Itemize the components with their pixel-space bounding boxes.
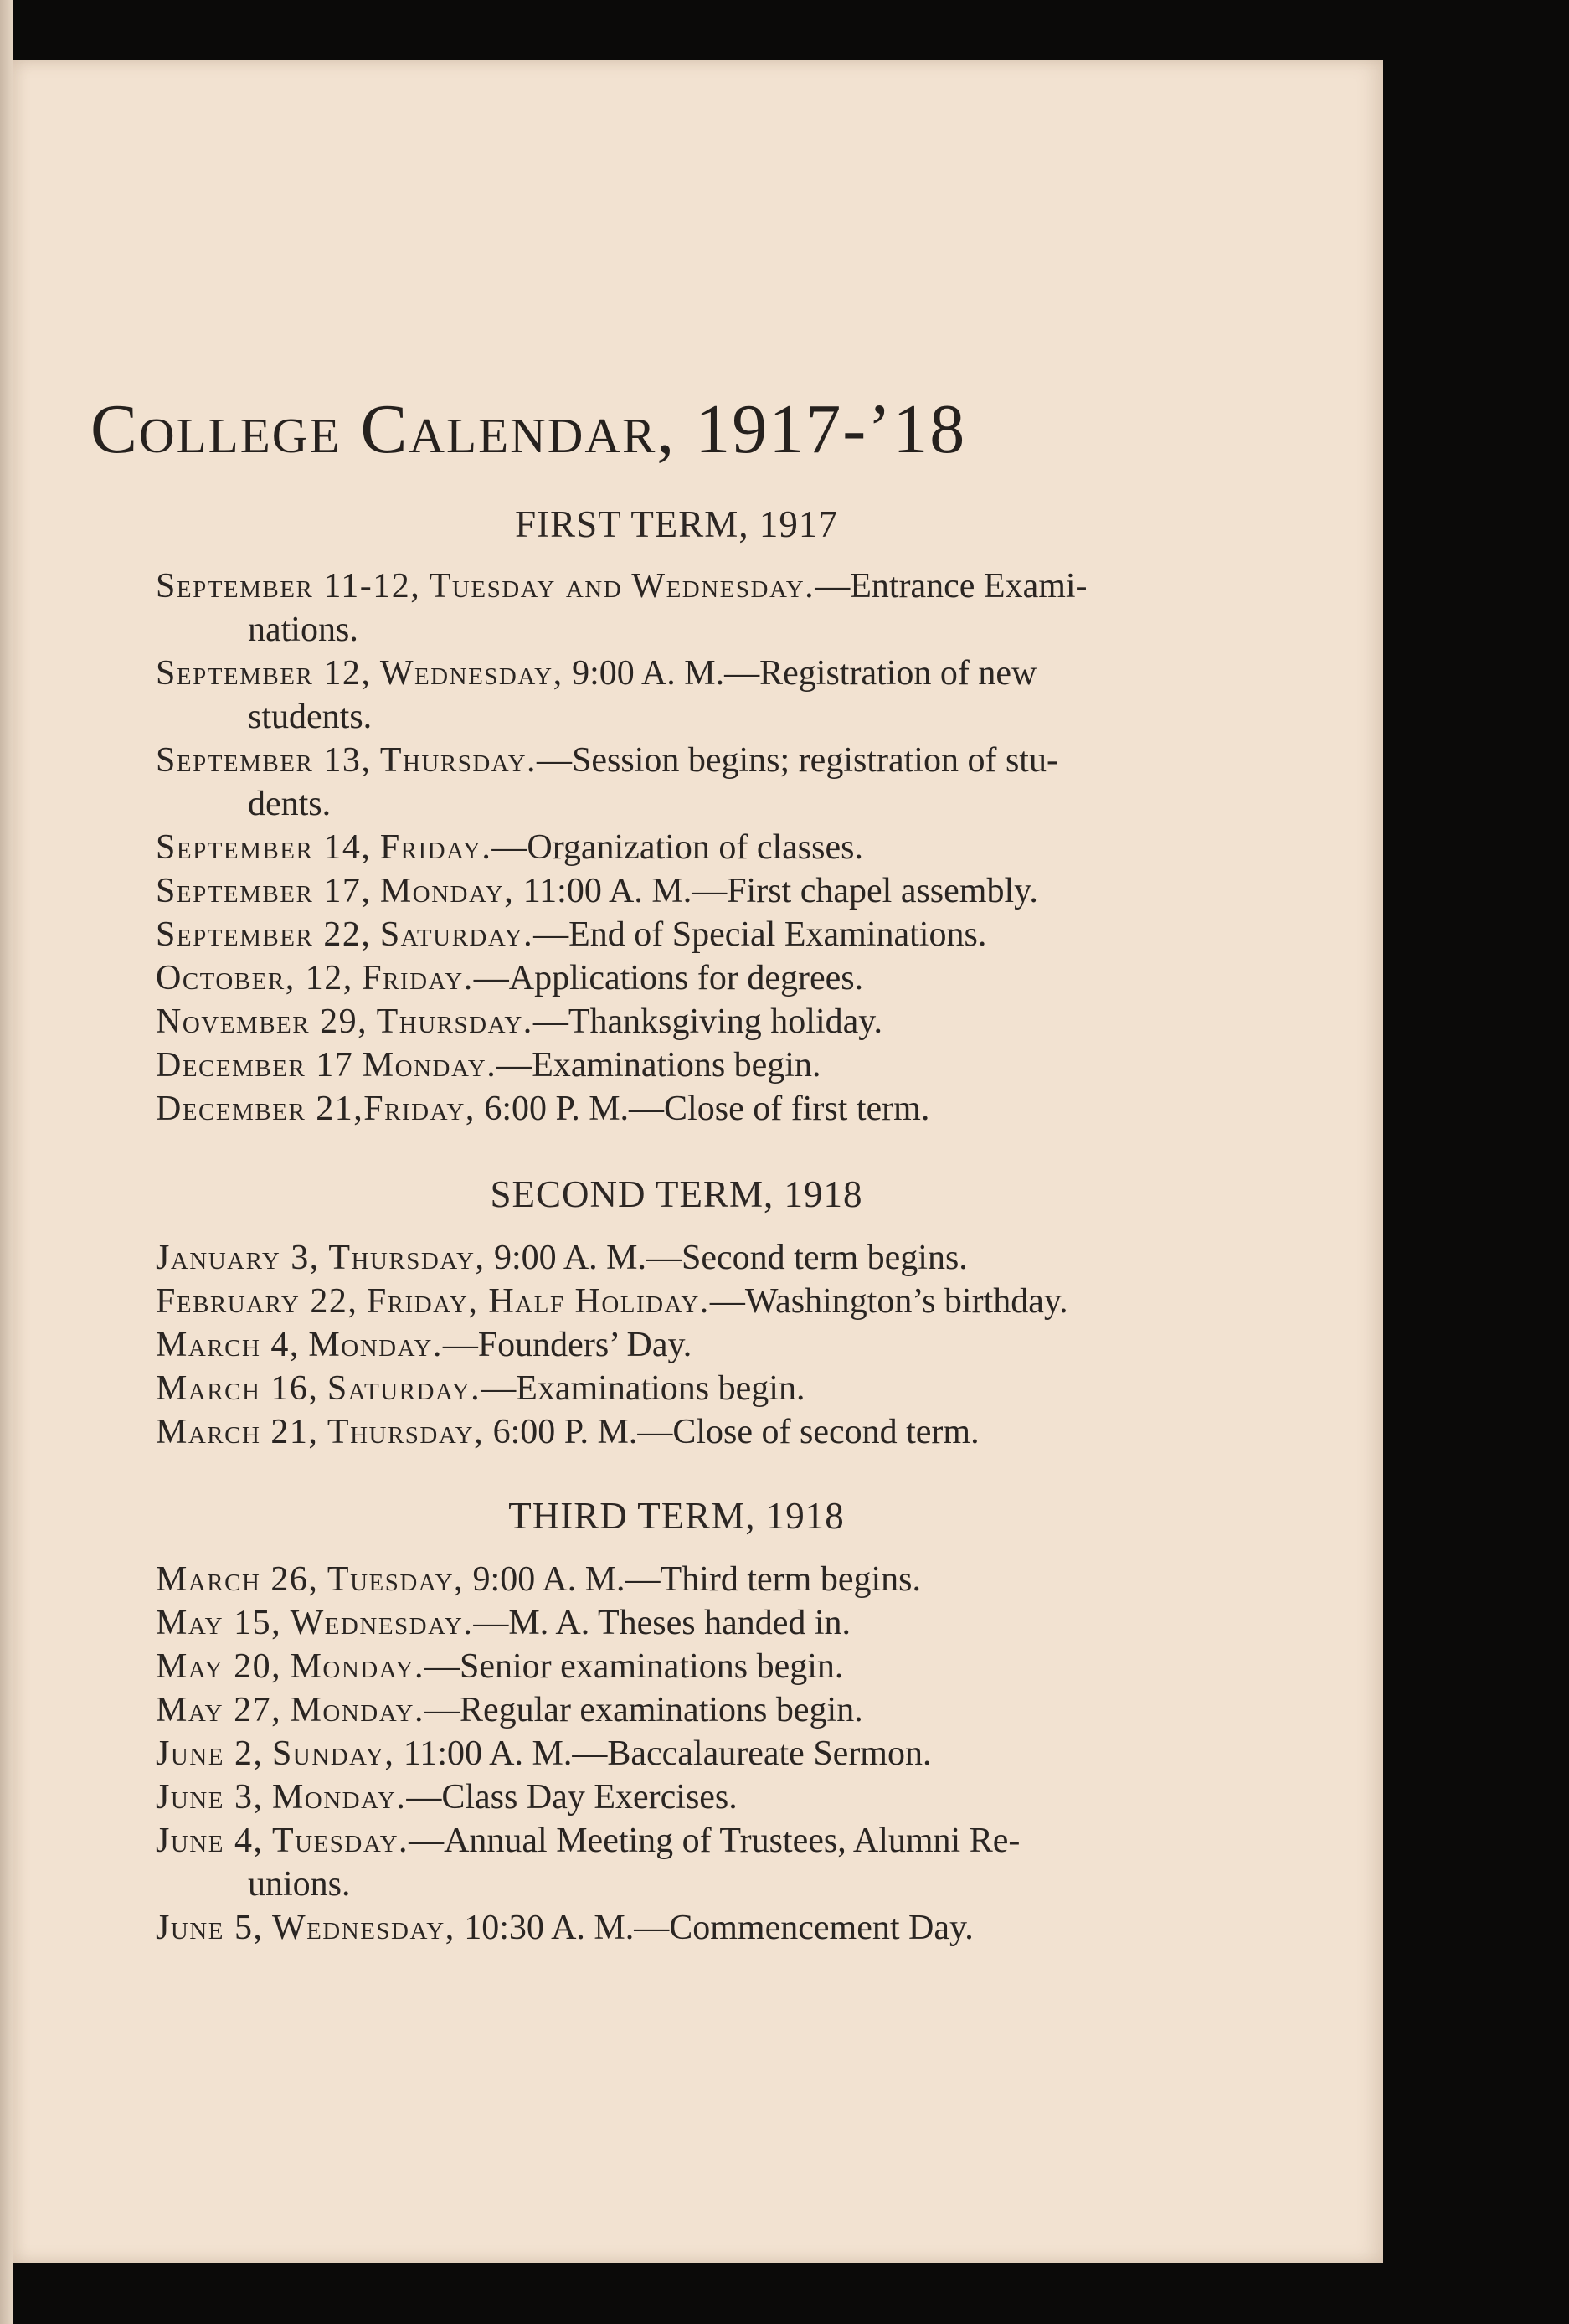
entry-description: 9:00 A. M.—Second term begins. xyxy=(494,1239,968,1277)
calendar-entry xyxy=(156,1367,1197,1410)
entry-description: —Senior examinations begin. xyxy=(424,1647,844,1686)
calendar-entry xyxy=(156,652,1197,695)
entry-continuation: students. xyxy=(248,698,373,736)
entry-description: 9:00 A. M.—Third term begins. xyxy=(472,1560,921,1599)
calendar-entry xyxy=(156,564,1197,608)
calendar-entry xyxy=(156,1819,1197,1863)
entry-description: —Applications for degrees. xyxy=(473,959,864,997)
entry-description: —Founders’ Day. xyxy=(442,1326,692,1364)
calendar-entry xyxy=(156,1558,1197,1601)
entry-date: January 3, xyxy=(156,1239,320,1277)
entry-continuation: nations. xyxy=(248,611,358,649)
page-title: College Calendar, 1917-’18 xyxy=(90,390,967,468)
entry-description: 6:00 P. M.—Close of second term. xyxy=(492,1413,980,1451)
book-page xyxy=(13,60,1383,2263)
entry-day: Saturday. xyxy=(327,1369,481,1408)
entry-day: Monday. xyxy=(271,1778,407,1816)
entry-description: —Washington’s birthday. xyxy=(709,1282,1068,1321)
calendar-entry xyxy=(156,1775,1197,1819)
entry-date: June 5, xyxy=(156,1909,264,1947)
entry-continuation: unions. xyxy=(248,1865,351,1904)
entry-day: Tuesday, xyxy=(327,1560,465,1599)
entry-description: 6:00 P. M.—Close of first term. xyxy=(484,1090,930,1128)
entry-day: Monday. xyxy=(308,1326,443,1364)
entry-date: September 12, xyxy=(156,654,372,693)
entry-description: —Thanksgiving holiday. xyxy=(532,1002,883,1041)
calendar-entry xyxy=(156,1280,1197,1323)
entry-day: Monday, xyxy=(379,872,515,910)
entry-date: June 3, xyxy=(156,1778,264,1816)
entry-date: May 20, xyxy=(156,1647,282,1686)
entry-description: 10:30 A. M.—Commencement Day. xyxy=(464,1909,974,1947)
entry-day: Wednesday, xyxy=(271,1909,455,1947)
entry-description: 11:00 A. M.—Baccalaureate Sermon. xyxy=(403,1734,932,1773)
entry-day: Thursday. xyxy=(376,1002,533,1041)
entry-description: —Regular examinations begin. xyxy=(424,1691,863,1729)
entry-date: March 16, xyxy=(156,1369,319,1408)
calendar-entry xyxy=(156,1732,1197,1775)
calendar-entry xyxy=(156,739,1197,782)
calendar-entry xyxy=(156,1688,1197,1732)
calendar-entry xyxy=(156,913,1197,956)
entry-date: June 2, xyxy=(156,1734,264,1773)
entry-description: —End of Special Examinations. xyxy=(533,915,987,954)
entry-description: —Class Day Exercises. xyxy=(406,1778,738,1816)
entry-date: May 15, xyxy=(156,1604,282,1642)
entry-day: Wednesday. xyxy=(290,1604,474,1642)
calendar-entry xyxy=(156,1043,1197,1087)
entry-day: Thursday, xyxy=(327,1413,485,1451)
entry-date: February 22, xyxy=(156,1282,358,1321)
entry-day: Friday. xyxy=(362,959,474,997)
entry-day: Thursday, xyxy=(328,1239,486,1277)
entry-description: —Entrance Exami- xyxy=(815,567,1088,605)
entry-day: Friday, xyxy=(363,1090,476,1128)
calendar-entry xyxy=(156,1906,1197,1950)
entry-date: November 29, xyxy=(156,1002,368,1041)
entry-day: Friday, Half Holiday. xyxy=(366,1282,710,1321)
calendar-entry xyxy=(156,1601,1197,1645)
entry-date: December 21, xyxy=(156,1090,364,1128)
term-heading-second: SECOND TERM, 1918 xyxy=(490,1173,863,1215)
entry-description: —Organization of classes. xyxy=(491,828,863,867)
entry-description: —Examinations begin. xyxy=(496,1046,821,1085)
entry-day: Thursday. xyxy=(379,741,538,780)
entry-description: —Session begins; registration of stu- xyxy=(537,741,1058,780)
calendar-entry xyxy=(156,1645,1197,1688)
entry-date: December 17 xyxy=(156,1046,354,1085)
entry-continuation: dents. xyxy=(248,785,332,823)
entry-date: October, 12, xyxy=(156,959,353,997)
entry-date: September 11-12, xyxy=(156,567,421,605)
entry-day: Monday. xyxy=(290,1647,424,1686)
facing-page-edge xyxy=(0,0,13,2324)
entry-date: September 13, xyxy=(156,741,372,780)
entry-date: September 22, xyxy=(156,915,372,954)
entry-description: 9:00 A. M.—Registration of new xyxy=(572,654,1037,693)
entry-description: —Examinations begin. xyxy=(481,1369,805,1408)
entry-day: Saturday. xyxy=(379,915,534,954)
calendar-entry xyxy=(156,1087,1197,1131)
entry-date: September 14, xyxy=(156,828,372,867)
entry-day: Friday. xyxy=(379,828,492,867)
entry-date: March 4, xyxy=(156,1326,300,1364)
entry-description: —Annual Meeting of Trustees, Alumni Re- xyxy=(409,1822,1021,1860)
entry-date: May 27, xyxy=(156,1691,282,1729)
calendar-entry xyxy=(156,1323,1197,1367)
entry-day: Tuesday. xyxy=(271,1822,409,1860)
entry-description: —M. A. Theses handed in. xyxy=(473,1604,851,1642)
term-heading-third: THIRD TERM, 1918 xyxy=(508,1495,845,1537)
entry-date: September 17, xyxy=(156,872,372,910)
entry-day: Monday. xyxy=(290,1691,424,1729)
entry-date: March 21, xyxy=(156,1413,319,1451)
calendar-entry xyxy=(156,869,1197,913)
calendar-entry xyxy=(156,826,1197,869)
calendar-entry xyxy=(156,1000,1197,1043)
entry-description: 11:00 A. M.—First chapel assembly. xyxy=(522,872,1038,910)
calendar-entry xyxy=(156,956,1197,1000)
entry-day: Sunday, xyxy=(271,1734,395,1773)
entry-day: Wednesday, xyxy=(379,654,563,693)
entry-day: Tuesday and Wednesday. xyxy=(429,567,815,605)
entry-date: June 4, xyxy=(156,1822,264,1860)
entry-date: March 26, xyxy=(156,1560,319,1599)
calendar-entry xyxy=(156,1236,1197,1280)
entry-day: Monday. xyxy=(362,1046,497,1085)
term-heading-first: FIRST TERM, 1917 xyxy=(515,503,838,545)
calendar-entry xyxy=(156,1410,1197,1454)
